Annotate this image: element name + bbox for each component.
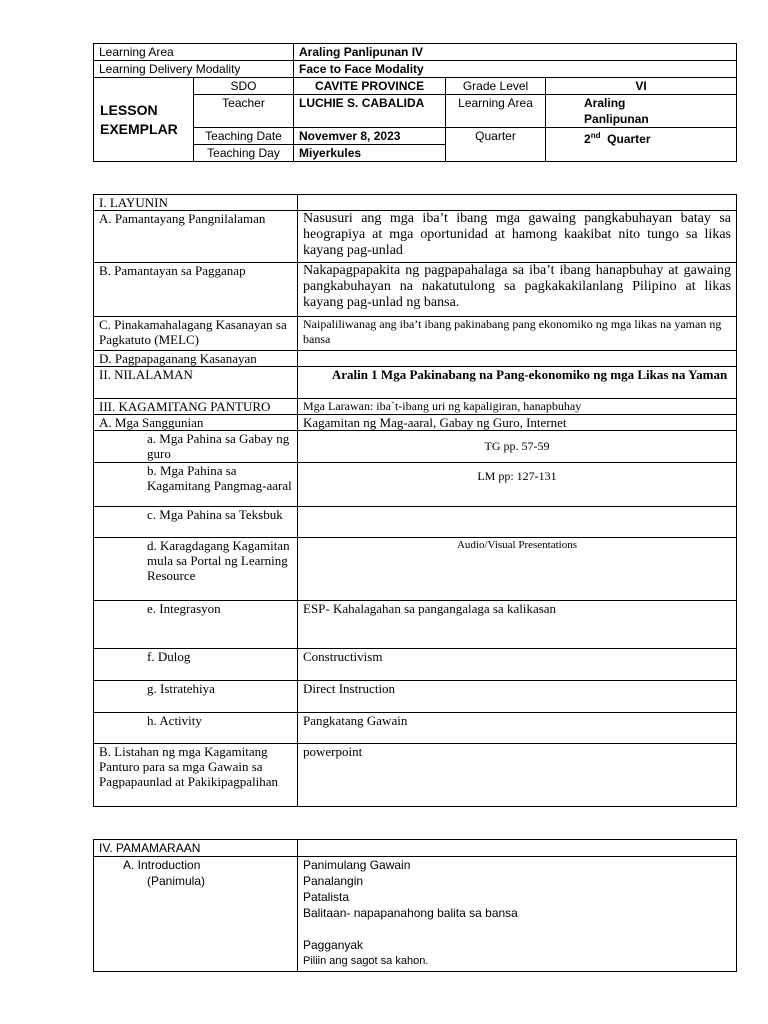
integrasyon-label: e. Integrasyon: [94, 601, 298, 649]
learning-area-2-value: [546, 95, 737, 128]
pamantayang-pangnilalaman-value: Nasusuri ang mga iba’t ibang mga gawaing pangkabuhayan batay sa heograpiya at mga oportunidad at hamong kaakibat nito tungo sa likas kayang pag-unlad: [298, 211, 737, 263]
listahan-value: powerpoint: [298, 744, 737, 807]
istratehiya-value: Direct Instruction: [298, 681, 737, 713]
sanggunian-label: A. Mga Sanggunian: [94, 415, 298, 431]
quarter-number: 2: [584, 132, 591, 146]
nilalaman-value: Aralin 1 Mga Pakinabang na Pang-ekonomiko ng mga Likas na Yaman: [298, 367, 737, 399]
melc-label: C. Pinakamahalagang Kasanayan sa Pagkatuto (MELC): [94, 317, 298, 351]
teaching-day-value: Miyerkules: [294, 145, 446, 162]
introduction-content: [298, 857, 737, 972]
pamamaraan-empty: [298, 840, 737, 857]
portal-value: Audio/Visual Presentations: [298, 538, 737, 601]
exemplar-word: EXEMPLAR: [100, 120, 178, 137]
procedure-line: Patalista: [303, 890, 350, 904]
kagamitang-panturo-value: Mga Larawan: iba`t-ibang uri ng kapaligiran, hanapbuhay: [298, 399, 737, 415]
objectives-table: [93, 194, 737, 807]
teacher-value: LUCHIE S. CABALIDA: [294, 95, 446, 128]
grade-level-value: VI: [546, 78, 737, 95]
pamantayan-sa-pagganap-value: Nakapagpapakita ng pagpapahalaga sa iba’t ibang hanapbuhay at gawaing pangkabuhayan na nakatutulong sa pagkakakilanlang Pilipino at likas kayang pag-unlad ng bansa.: [298, 263, 737, 317]
quarter-word: Quarter: [607, 132, 651, 146]
learning-area-2-label: Learning Area: [446, 95, 546, 128]
procedure-line: Panalangin: [303, 874, 364, 888]
layunin-empty: [298, 195, 737, 211]
procedure-table: [93, 839, 737, 972]
learning-area-label: Learning Area: [94, 44, 294, 61]
teacher-label: Teacher: [194, 95, 294, 128]
pagpapaganang-kasanayan-value: [298, 351, 737, 367]
quarter-suffix: nd: [590, 131, 601, 140]
kagamitang-pangmag-aaral-value: LM pp: 127-131: [298, 463, 737, 507]
nilalaman-label: II. NILALAMAN: [94, 367, 298, 399]
area2-line2: Panlipunan: [584, 112, 649, 126]
pamantayang-pangnilalaman-label: A. Pamantayang Pangnilalaman: [94, 211, 298, 263]
modality-label: Learning Delivery Modality: [94, 61, 294, 78]
introduction-label: [94, 857, 298, 972]
lesson-word: LESSON: [100, 101, 158, 118]
kagamitang-pangmag-aaral-label: b. Mga Pahina sa Kagamitang Pangmag-aaral: [94, 463, 298, 507]
procedure-line: Balitaan- napapanahong balita sa bansa: [303, 906, 518, 920]
kagamitang-panturo-label: III. KAGAMITANG PANTURO: [94, 399, 298, 415]
piliin-instruction: Piliin ang sagot sa kahon.: [303, 955, 429, 967]
learning-area-value: Araling Panlipunan IV: [294, 44, 737, 61]
activity-value: Pangkatang Gawain: [298, 713, 737, 744]
dulog-label: f. Dulog: [94, 649, 298, 681]
sdo-label: SDO: [194, 78, 294, 95]
quarter-value: [546, 128, 737, 162]
pagganyak-label: Pagganyak: [303, 938, 364, 952]
gabay-guro-value: TG pp. 57-59: [298, 431, 737, 463]
layunin-heading: I. LAYUNIN: [94, 195, 298, 211]
dulog-value: Constructivism: [298, 649, 737, 681]
introduction-subtitle: (Panimula): [147, 874, 206, 888]
area2-line1: Araling: [584, 96, 626, 110]
teaching-date-label: Teaching Date: [194, 128, 294, 145]
activity-label: h. Activity: [94, 713, 298, 744]
listahan-label: B. Listahan ng mga Kagamitang Panturo para sa mga Gawain sa Pagpapaunlad at Pakikipagpalihan: [94, 744, 298, 807]
istratehiya-label: g. Istratehiya: [94, 681, 298, 713]
pamamaraan-heading: IV. PAMAMARAAN: [94, 840, 298, 857]
pagpapaganang-kasanayan-label: D. Pagpapaganang Kasanayan: [94, 351, 298, 367]
teaching-date-value: Novemver 8, 2023: [294, 128, 446, 145]
quarter-label: Quarter: [446, 128, 546, 162]
modality-value: Face to Face Modality: [294, 61, 737, 78]
integrasyon-value: ESP- Kahalagahan sa pangangalaga sa kalikasan: [298, 601, 737, 649]
header-table: [93, 43, 737, 162]
gabay-guro-label: a. Mga Pahina sa Gabay ng guro: [94, 431, 298, 463]
teksbuk-label: c. Mga Pahina sa Teksbuk: [94, 507, 298, 538]
lesson-exemplar-title: [94, 78, 194, 162]
introduction-title: A. Introduction: [123, 858, 201, 872]
procedure-line: Panimulang Gawain: [303, 858, 411, 872]
sanggunian-value: Kagamitan ng Mag-aaral, Gabay ng Guro, Internet: [298, 415, 737, 431]
sdo-value: CAVITE PROVINCE: [294, 78, 446, 95]
spacer: [303, 921, 731, 937]
pamantayan-sa-pagganap-label: B. Pamantayan sa Pagganap: [94, 263, 298, 317]
teaching-day-label: Teaching Day: [194, 145, 294, 162]
teksbuk-value: [298, 507, 737, 538]
grade-level-label: Grade Level: [446, 78, 546, 95]
portal-label: d. Karagdagang Kagamitan mula sa Portal ng Learning Resource: [94, 538, 298, 601]
melc-value: Naipaliliwanag ang iba’t ibang pakinabang pang ekonomiko ng mga likas na yaman ng bansa: [298, 317, 737, 351]
